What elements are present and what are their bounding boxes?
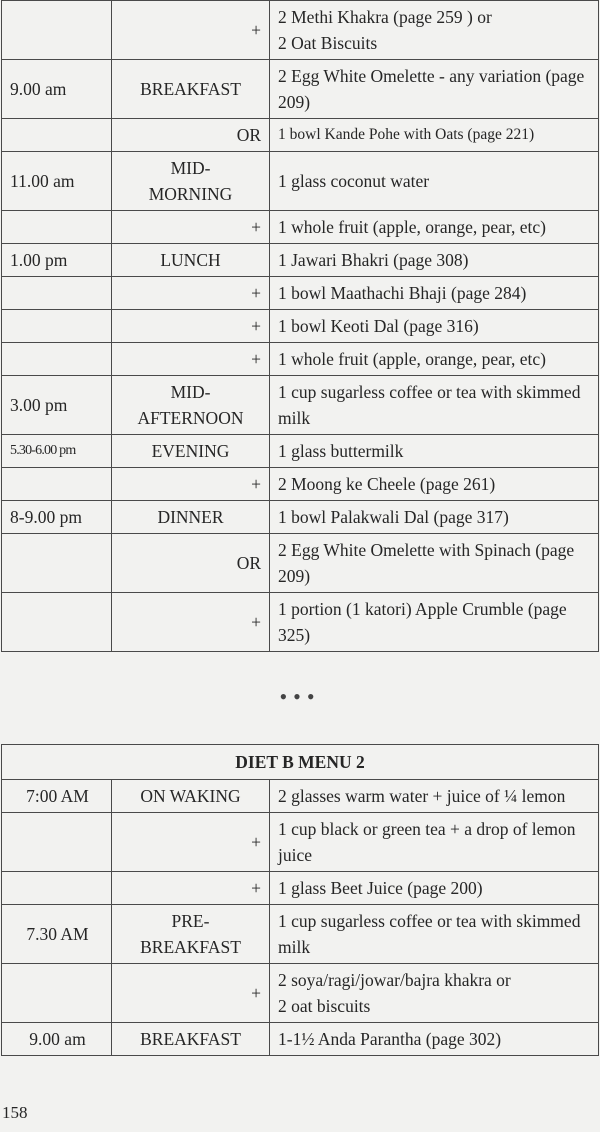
time-cell — [2, 872, 112, 905]
connector-cell: + — [112, 211, 270, 244]
time-cell: 11.00 am — [2, 152, 112, 211]
menu-row — [2, 277, 599, 310]
time-cell — [2, 277, 112, 310]
menu-item-cell: 2 Egg White Omelette - any variation (page 209) — [270, 60, 599, 119]
connector-cell: + — [112, 277, 270, 310]
menu-row — [2, 905, 599, 964]
menu-row — [2, 1023, 599, 1056]
menu-item-cell: 1 bowl Maathachi Bhaji (page 284) — [270, 277, 599, 310]
menu-item-cell: 1 glass coconut water — [270, 152, 599, 211]
time-cell: 9.00 am — [2, 60, 112, 119]
meal-cell: PRE- BREAKFAST — [112, 905, 270, 964]
menu-row — [2, 872, 599, 905]
menu-item-cell: 1 glass Beet Juice (page 200) — [270, 872, 599, 905]
meal-cell: DINNER — [112, 501, 270, 534]
menu-row — [2, 211, 599, 244]
menu-item-cell: 1 portion (1 katori) Apple Crumble (page 325) — [270, 593, 599, 652]
menu-row — [2, 501, 599, 534]
menu-row — [2, 593, 599, 652]
connector-cell: + — [112, 872, 270, 905]
connector-cell: + — [112, 964, 270, 1023]
time-cell: 7:00 AM — [2, 780, 112, 813]
connector-cell: + — [112, 310, 270, 343]
menu-row — [2, 244, 599, 277]
time-cell — [2, 534, 112, 593]
time-cell — [2, 343, 112, 376]
connector-cell: OR — [112, 119, 270, 152]
menu-item-cell: 2 soya/ragi/jowar/bajra khakra or 2 oat biscuits — [270, 964, 599, 1023]
menu-row — [2, 1, 599, 60]
menu-row — [2, 468, 599, 501]
time-cell — [2, 593, 112, 652]
menu-item-cell: 2 Moong ke Cheele (page 261) — [270, 468, 599, 501]
menu-item-cell: 1 bowl Keoti Dal (page 316) — [270, 310, 599, 343]
meal-cell: MID- MORNING — [112, 152, 270, 211]
menu-row — [2, 534, 599, 593]
menu-row — [2, 310, 599, 343]
time-cell — [2, 468, 112, 501]
menu-item-cell: 2 Egg White Omelette with Spinach (page 209) — [270, 534, 599, 593]
time-cell: 7.30 AM — [2, 905, 112, 964]
menu-item-cell: 1 Jawari Bhakri (page 308) — [270, 244, 599, 277]
menu-item-cell: 1 bowl Palakwali Dal (page 317) — [270, 501, 599, 534]
diet-menu-table-1 — [1, 0, 599, 652]
section-separator: ••• — [279, 684, 321, 709]
connector-cell: OR — [112, 534, 270, 593]
menu-row — [2, 60, 599, 119]
menu-row — [2, 813, 599, 872]
meal-cell: MID- AFTERNOON — [112, 376, 270, 435]
time-cell — [2, 310, 112, 343]
menu-row — [2, 119, 599, 152]
meal-cell: BREAKFAST — [112, 1023, 270, 1056]
connector-cell: + — [112, 468, 270, 501]
menu-item-cell: 1 bowl Kande Pohe with Oats (page 221) — [270, 119, 599, 152]
meal-cell: EVENING — [112, 435, 270, 468]
menu-row — [2, 780, 599, 813]
menu-item-cell: 1 whole fruit (apple, orange, pear, etc) — [270, 343, 599, 376]
time-cell: 1.00 pm — [2, 244, 112, 277]
connector-cell: + — [112, 1, 270, 60]
table-title-row — [2, 745, 599, 780]
time-cell: 3.00 pm — [2, 376, 112, 435]
time-cell — [2, 211, 112, 244]
connector-cell: + — [112, 593, 270, 652]
menu-item-cell: 2 glasses warm water + juice of ¼ lemon — [270, 780, 599, 813]
page-number: 158 — [2, 1103, 28, 1122]
connector-cell: + — [112, 343, 270, 376]
menu-row — [2, 376, 599, 435]
time-cell: 5.30-6.00 pm — [2, 435, 112, 468]
menu-row — [2, 152, 599, 211]
menu-item-cell: 2 Methi Khakra (page 259 ) or 2 Oat Biscuits — [270, 1, 599, 60]
menu-item-cell: 1 cup sugarless coffee or tea with skimmed milk — [270, 905, 599, 964]
menu-row — [2, 435, 599, 468]
meal-cell: LUNCH — [112, 244, 270, 277]
time-cell: 9.00 am — [2, 1023, 112, 1056]
time-cell — [2, 119, 112, 152]
menu-item-cell: 1 cup sugarless coffee or tea with skimmed milk — [270, 376, 599, 435]
connector-cell: + — [112, 813, 270, 872]
menu-item-cell: 1-1½ Anda Parantha (page 302) — [270, 1023, 599, 1056]
meal-cell: BREAKFAST — [112, 60, 270, 119]
time-cell — [2, 964, 112, 1023]
diet-menu-table-2 — [1, 744, 599, 1056]
meal-cell: ON WAKING — [112, 780, 270, 813]
menu-row — [2, 964, 599, 1023]
time-cell: 8-9.00 pm — [2, 501, 112, 534]
menu-row — [2, 343, 599, 376]
time-cell — [2, 813, 112, 872]
menu-item-cell: 1 whole fruit (apple, orange, pear, etc) — [270, 211, 599, 244]
menu-item-cell: 1 glass buttermilk — [270, 435, 599, 468]
time-cell — [2, 1, 112, 60]
menu-item-cell: 1 cup black or green tea + a drop of lemon juice — [270, 813, 599, 872]
table-title: DIET B MENU 2 — [2, 745, 599, 780]
